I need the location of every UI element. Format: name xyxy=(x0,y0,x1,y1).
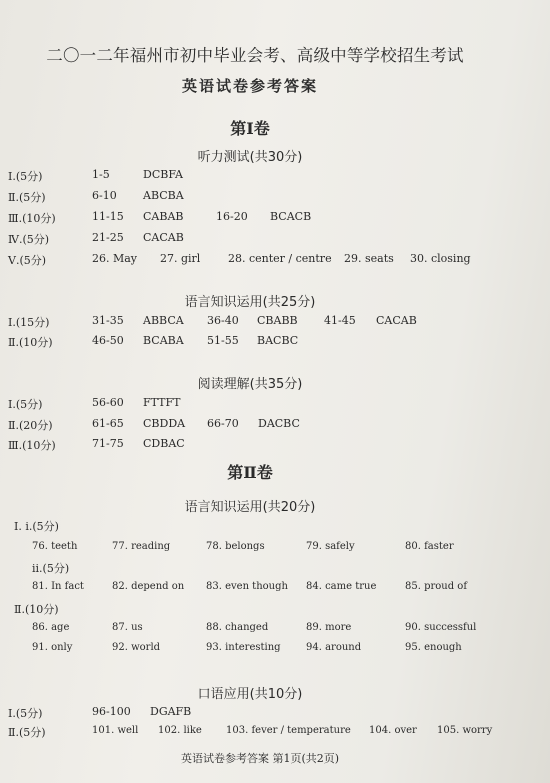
question-range: 16-20 xyxy=(216,210,248,223)
answer-key: ABBCA xyxy=(143,314,184,327)
fill-answer: 76. teeth xyxy=(32,541,78,552)
question-range: 71-75 xyxy=(92,437,124,450)
section-label: Ⅰ. ⅰ.(5分) xyxy=(14,520,59,533)
fill-answer: 90. successful xyxy=(405,622,477,633)
language-heading: 语言知识运用(共25分) xyxy=(184,295,316,310)
fill-answer: 94. around xyxy=(306,642,362,653)
answer-key: CACAB xyxy=(143,231,184,244)
fill-answer: 26. May xyxy=(92,252,138,265)
part2-heading: 第Ⅱ卷 xyxy=(227,463,273,482)
section-label: Ⅰ.(15分) xyxy=(8,316,50,329)
section-label: Ⅰ.(5分) xyxy=(8,170,43,183)
fill-answer: 28. center / centre xyxy=(228,252,332,265)
fill-answer: 82. depend on xyxy=(112,581,185,592)
fill-answer: 84. came true xyxy=(306,581,377,592)
question-range: 41-45 xyxy=(324,314,356,327)
answer-key: CACAB xyxy=(376,314,417,327)
oral-heading: 口语应用(共10分) xyxy=(197,687,303,702)
answer-key: BCABA xyxy=(143,334,184,347)
part2-language-heading: 语言知识运用(共20分) xyxy=(184,500,316,515)
question-range: 96-100 xyxy=(92,705,131,718)
question-range: 11-15 xyxy=(92,210,124,223)
section-label: Ⅳ.(5分) xyxy=(8,233,50,246)
fill-answer: 89. more xyxy=(306,622,352,633)
fill-answer: 104. over xyxy=(369,725,417,736)
fill-answer: 91. only xyxy=(32,642,73,653)
question-range: 21-25 xyxy=(92,231,124,244)
answer-key: BACBC xyxy=(257,334,299,347)
answer-key: DGAFB xyxy=(150,705,192,718)
question-range: 31-35 xyxy=(92,314,124,327)
fill-answer: 80. faster xyxy=(405,541,454,552)
answer-key: CABAB xyxy=(143,210,184,223)
section-label: Ⅰ.(5分) xyxy=(8,707,43,720)
fill-answer: 88. changed xyxy=(206,622,269,633)
fill-answer: 30. closing xyxy=(410,252,471,265)
exam-title: 二〇一二年福州市初中毕业会考、高级中等学校招生考试 xyxy=(46,46,464,65)
fill-answer: 102. like xyxy=(158,725,202,736)
fill-answer: 105. worry xyxy=(437,725,493,736)
question-range: 51-55 xyxy=(207,334,239,347)
question-range: 66-70 xyxy=(207,417,239,430)
question-range: 56-60 xyxy=(92,396,124,409)
question-range: 6-10 xyxy=(92,189,117,202)
fill-answer: 83. even though xyxy=(206,581,288,592)
fill-answer: 92. world xyxy=(112,642,161,653)
answer-key: BCACB xyxy=(270,210,312,223)
fill-answer: 85. proud of xyxy=(405,581,468,592)
section-label: ⅱ.(5分) xyxy=(32,562,70,575)
section-label: Ⅰ.(5分) xyxy=(8,398,43,411)
section-label: Ⅴ.(5分) xyxy=(8,254,47,267)
section-label: Ⅱ.(20分) xyxy=(8,419,53,432)
fill-answer: 87. us xyxy=(112,622,143,633)
answer-key: CDBAC xyxy=(143,437,185,450)
section-label: Ⅲ.(10分) xyxy=(8,439,56,452)
reading-heading: 阅读理解(共35分) xyxy=(197,377,303,392)
answer-key: CBABB xyxy=(257,314,298,327)
document-subtitle: 英语试卷参考答案 xyxy=(181,77,318,95)
listening-heading: 听力测试(共30分) xyxy=(197,150,303,165)
fill-answer: 27. girl xyxy=(160,252,201,265)
fill-answer: 79. safely xyxy=(306,541,355,552)
fill-answer: 29. seats xyxy=(344,252,394,265)
answer-key: FTTFT xyxy=(143,396,181,409)
answer-key: ABCBA xyxy=(143,189,184,202)
fill-answer: 93. interesting xyxy=(206,642,281,653)
fill-answer: 78. belongs xyxy=(206,541,265,552)
question-range: 1-5 xyxy=(92,168,110,181)
fill-answer: 101. well xyxy=(92,725,139,736)
page-footer: 英语试卷参考答案 第1页(共2页) xyxy=(180,752,340,765)
answer-key: DACBC xyxy=(258,417,300,430)
section-label: Ⅱ.(5分) xyxy=(8,191,46,204)
question-range: 46-50 xyxy=(92,334,124,347)
fill-answer: 95. enough xyxy=(405,642,462,653)
section-label: Ⅱ.(10分) xyxy=(14,603,59,616)
fill-answer: 81. In fact xyxy=(32,581,84,592)
section-label: Ⅱ.(5分) xyxy=(8,726,46,739)
question-range: 61-65 xyxy=(92,417,124,430)
section-label: Ⅲ.(10分) xyxy=(8,212,56,225)
section-label: Ⅱ.(10分) xyxy=(8,336,53,349)
fill-answer: 86. age xyxy=(32,622,70,633)
fill-answer: 103. fever / temperature xyxy=(226,725,351,736)
fill-answer: 77. reading xyxy=(112,541,171,552)
part1-heading: 第Ⅰ卷 xyxy=(230,119,270,138)
answer-key: CBDDA xyxy=(143,417,186,430)
answer-key: DCBFA xyxy=(143,168,183,181)
question-range: 36-40 xyxy=(207,314,239,327)
